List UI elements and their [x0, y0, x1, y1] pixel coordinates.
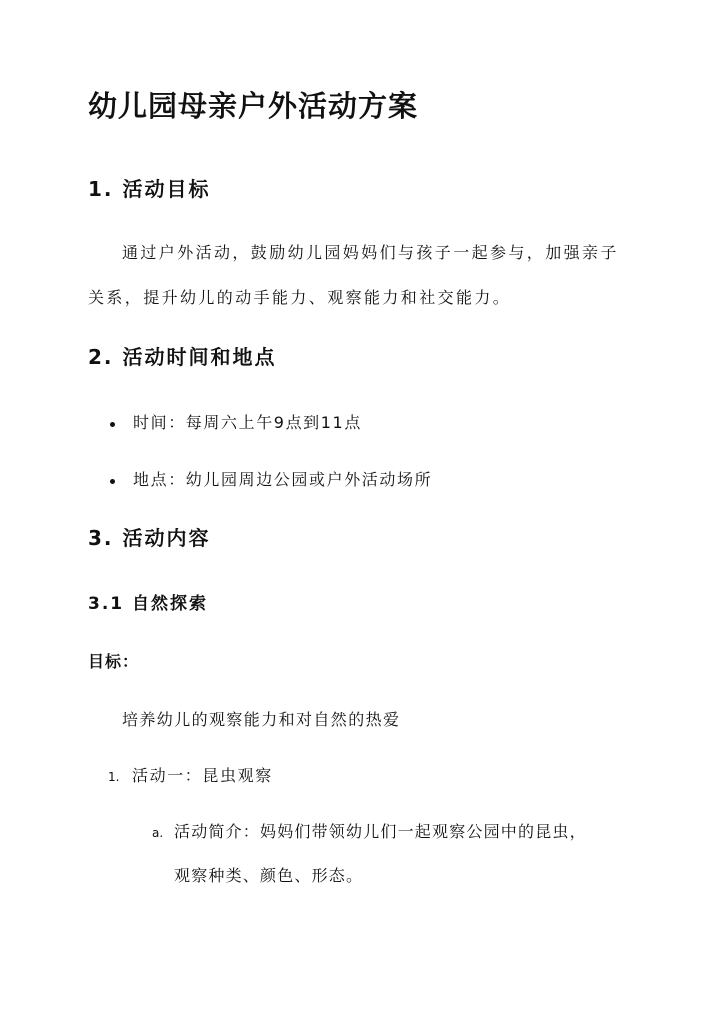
list-item-time: 时间：每周六上午9点到11点 [133, 413, 362, 432]
activity-number: 1. [108, 770, 120, 784]
bullet-dot [110, 479, 115, 484]
activity-description-line-1: 活动简介：妈妈们带领幼儿们一起观察公园中的昆虫， [174, 822, 587, 841]
subsection-3-1-heading: 3.1 自然探索 [88, 594, 209, 614]
goal-text: 培养幼儿的观察能力和对自然的热爱 [122, 710, 401, 729]
activity-description-line-2: 观察种类、颜色、形态。 [174, 866, 364, 885]
activity-label: 活动一：昆虫观察 [132, 766, 273, 785]
section-1-paragraph-line-2: 关系，提升幼儿的动手能力、观察能力和社交能力。 [88, 288, 512, 307]
bullet-dot [110, 422, 115, 427]
section-1-heading: 1. 活动目标 [88, 177, 211, 201]
list-item-location: 地点：幼儿园周边公园或户外活动场所 [133, 470, 433, 489]
section-3-heading: 3. 活动内容 [88, 526, 211, 550]
document-title: 幼儿园母亲户外活动方案 [88, 89, 419, 123]
section-1-paragraph-line-1: 通过户外活动，鼓励幼儿园妈妈们与孩子一起参与，加强亲子 [122, 243, 619, 262]
section-2-heading: 2. 活动时间和地点 [88, 345, 277, 369]
activity-sub-marker: a. [152, 826, 164, 840]
goal-label: 目标： [88, 652, 140, 671]
